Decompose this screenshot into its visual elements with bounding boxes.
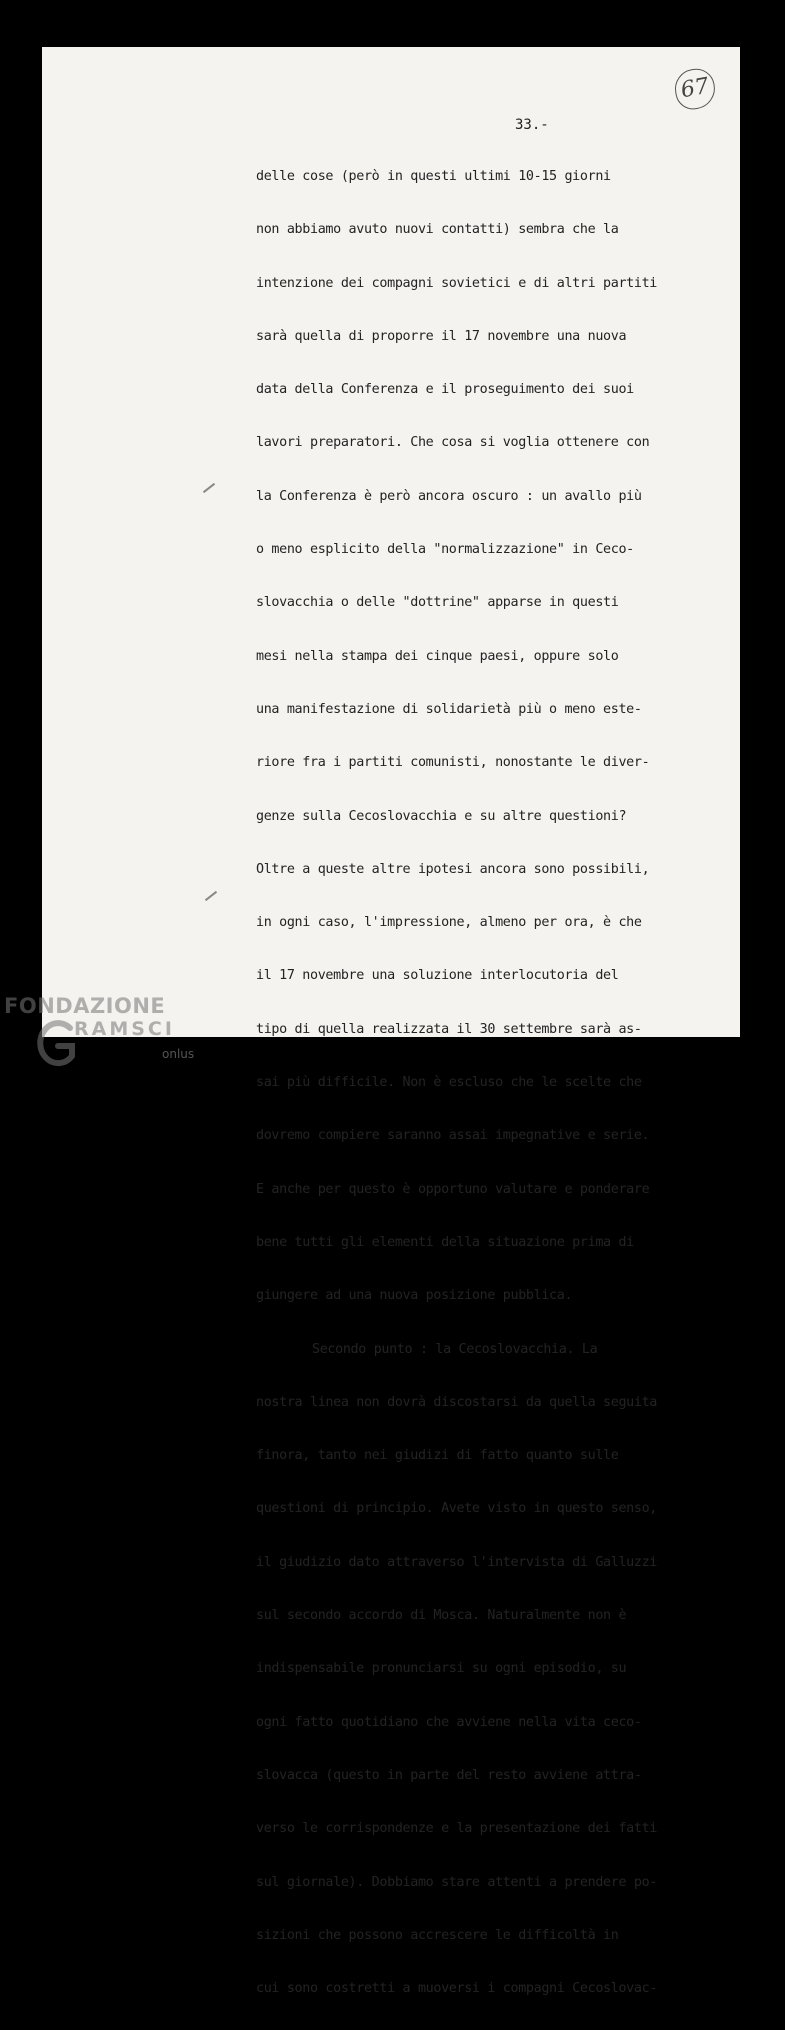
page-number: 33.- <box>515 117 549 133</box>
text-line: dovremo compiere saranno assai impegnative e serie. <box>256 1128 650 1144</box>
text-line: il giudizio dato attraverso l'intervista di Galluzzi <box>256 1554 658 1570</box>
text-line: lavori preparatori. Che cosa si voglia ottenere con <box>256 435 650 451</box>
text-line: sizioni che possono accrescere le difficoltà in <box>256 1927 619 1943</box>
text-line: non abbiamo avuto nuovi contatti) sembra che la <box>256 222 619 238</box>
text-line: genze sulla Cecoslovacchia e su altre questioni? <box>256 808 627 824</box>
text-line: intenzione dei compagni sovietici e di altri partiti <box>256 275 658 291</box>
text-line: Oltre a queste altre ipotesi ancora sono possibili, <box>256 861 650 877</box>
text-line: indispensabile pronunciarsi su ogni episodio, su <box>256 1661 627 1677</box>
paragraph-start-line: Secondo punto : la Cecoslovacchia. La <box>312 1341 598 1357</box>
text-line: sarà quella di proporre il 17 novembre una nuova <box>256 328 627 344</box>
typed-text-body <box>256 135 657 2030</box>
text-line: una manifestazione di solidarietà più o meno este- <box>256 701 642 717</box>
text-line: sai più difficile. Non è escluso che le scelte che <box>256 1075 642 1091</box>
watermark-line-2: RAMSCI <box>74 1018 175 1040</box>
text-line: la Conferenza è però ancora oscuro : un avallo più <box>256 488 642 504</box>
text-line: E anche per questo è opportuno valutare e ponderare <box>256 1181 650 1197</box>
margin-pencil-mark <box>205 891 217 901</box>
watermark-line-1: FONDAZIONE <box>4 994 166 1018</box>
text-line: nostra linea non dovrà discostarsi da quella seguita <box>256 1394 658 1410</box>
text-line: finora, tanto nei giudizi di fatto quanto sulle <box>256 1448 619 1464</box>
text-line: tipo di quella realizzata il 30 settembre sarà as- <box>256 1021 642 1037</box>
archive-number-stamp: 67 <box>672 66 718 112</box>
text-line: questioni di principio. Avete visto in questo senso, <box>256 1501 658 1517</box>
text-line: delle cose (però in questi ultimi 10-15 giorni <box>256 169 611 184</box>
text-line: mesi nella stampa dei cinque paesi, oppure solo <box>256 648 619 664</box>
text-line: slovacchia o delle "dottrine" apparse in questi <box>256 595 619 611</box>
text-line: ogni fatto quotidiano che avviene nella vita ceco- <box>256 1714 642 1730</box>
text-line: verso le corrispondenze e la presentazione dei fatti <box>256 1821 658 1837</box>
text-line: il 17 novembre una soluzione interlocutoria del <box>256 968 619 984</box>
text-line: sul giornale). Dobbiamo stare attenti a prendere po- <box>256 1874 658 1890</box>
text-line: bene tutti gli elementi della situazione prima di <box>256 1234 634 1250</box>
text-line: data della Conferenza e il proseguimento dei suoi <box>256 382 634 398</box>
text-line: cui sono costretti a muoversi i compagni Cecoslovac- <box>256 1981 658 1997</box>
text-line: giungere ad una nuova posizione pubblica. <box>256 1288 573 1304</box>
archive-watermark-logo <box>4 992 204 1077</box>
g-monogram-icon <box>34 1016 78 1072</box>
text-line: riore fra i partiti comunisti, nonostante le diver- <box>256 755 650 771</box>
text-line: in ogni caso, l'impressione, almeno per ora, è che <box>256 915 642 931</box>
margin-pencil-mark <box>203 483 215 493</box>
watermark-subtitle: onlus <box>162 1047 195 1061</box>
text-line: slovacca (questo in parte del resto avviene attra- <box>256 1767 642 1783</box>
text-line: sul secondo accordo di Mosca. Naturalmente non è <box>256 1608 627 1624</box>
text-line: o meno esplicito della "normalizzazione" in Ceco- <box>256 542 634 558</box>
